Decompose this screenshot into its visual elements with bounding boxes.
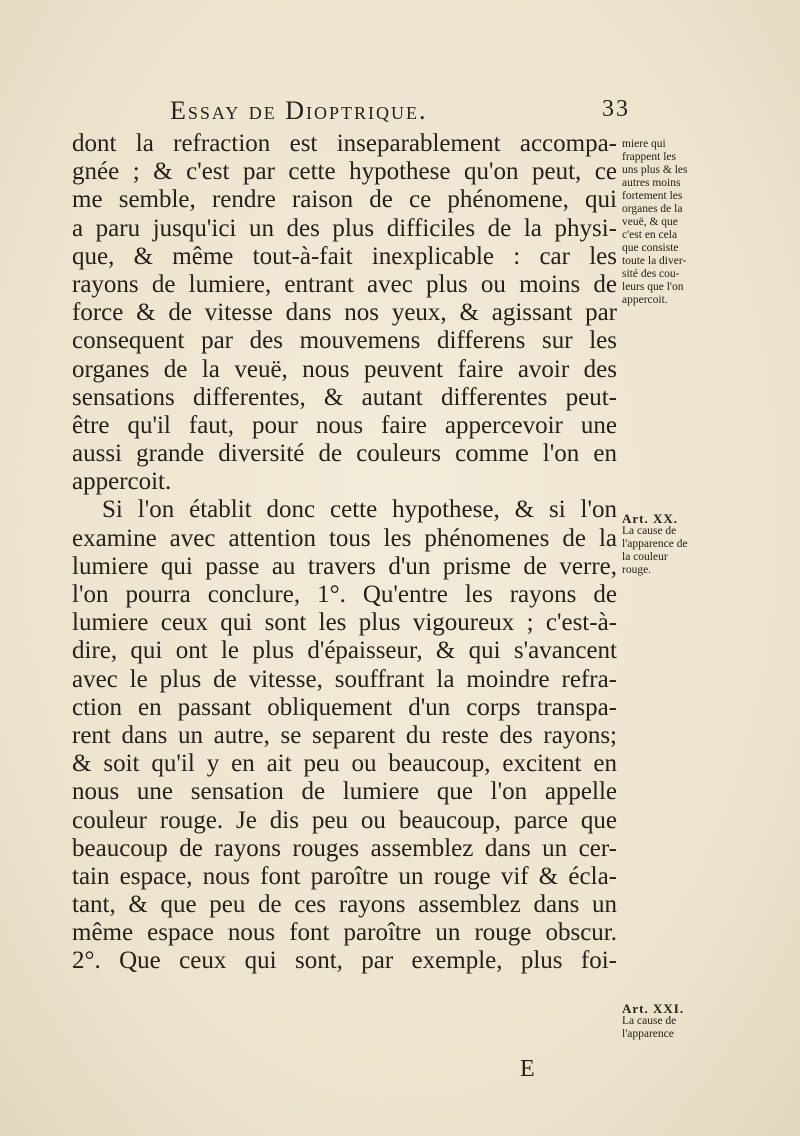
text-line: rent dans un autre, se separent du reste des rayons; (72, 721, 617, 749)
text-line: nous une sensation de lumiere que l'on appelle (72, 778, 617, 806)
text-line: 2°. Que ceux qui sont, par exemple, plus foi- (72, 947, 617, 975)
note-line: La cause de (622, 525, 677, 537)
text-line: & soit qu'il y en ait peu ou beaucoup, excitent en (72, 750, 617, 778)
note-line: La cause de (622, 1015, 677, 1027)
text-line: l'on pourra conclure, 1°. Qu'entre les rayons de (72, 581, 617, 608)
note-line: l'apparence (622, 1028, 674, 1040)
text-line: dont la refraction est inseparablement accompa- (72, 130, 617, 157)
margin-note-color-diversity (622, 138, 730, 307)
note-line: fortement les (622, 190, 683, 202)
text-line: organes de la veuë, nous peuvent faire avoir des (72, 355, 617, 383)
text-line: ction en passant obliquement d'un corps transpa- (72, 693, 617, 721)
text-line: même espace nous font paroître un rouge obscur. (72, 919, 617, 947)
margin-note-art-xxi (622, 1002, 730, 1041)
text-line: dire, qui ont le plus d'épaisseur, & qui s'avancent (72, 637, 617, 665)
running-header (170, 96, 630, 126)
body-text (72, 130, 617, 976)
note-line: c'est en cela (622, 229, 678, 241)
article-heading: Art. XX. (622, 511, 679, 526)
text-line: Si l'on établit donc cette hypothese, & si l'on (102, 496, 617, 524)
text-line: consequent par des mouvemens differens sur les (72, 327, 617, 355)
text-line: que, & même tout-à-fait inexplicable : car les (72, 242, 617, 270)
note-line: autres moins (622, 177, 681, 189)
note-line: uns plus & les (622, 164, 688, 176)
note-line: veuë, & que (622, 216, 678, 228)
text-line: appercoit. (72, 468, 172, 496)
text-line: tain espace, nous font paroître un rouge vif & écla- (72, 862, 617, 890)
margin-note-art-xx (622, 512, 730, 577)
note-line: appercoit. (622, 294, 668, 306)
note-line: sité des cou- (622, 268, 680, 280)
text-line: sensations differentes, & autant differentes peut- (72, 383, 617, 411)
note-line: toute la diver- (622, 255, 687, 267)
text-line: gnée ; & c'est par cette hypothese qu'on peut, ce (72, 158, 617, 186)
text-line: être qu'il faut, pour nous faire appercevoir une (72, 411, 617, 439)
text-line: aussi grande diversité de couleurs comme l'on en (72, 440, 617, 468)
note-line: frappent les (622, 151, 676, 163)
text-line: lumiere qui passe au travers d'un prisme de verre, (72, 552, 617, 580)
text-line: a paru jusqu'ici un des plus difficiles de la physi- (72, 214, 617, 242)
note-line: que consiste (622, 242, 679, 254)
text-line: rayons de lumiere, entrant avec plus ou moins de (72, 270, 617, 298)
text-line: examine avec attention tous les phénomenes de la (72, 524, 617, 552)
article-heading: Art. XXI. (622, 1001, 685, 1016)
running-title: Essay de Dioptrique. (170, 96, 428, 125)
text-line: couleur rouge. Je dis peu ou beaucoup, parce que (72, 806, 617, 834)
note-line: l'apparence de (622, 538, 688, 550)
text-line: avec le plus de vitesse, souffrant la moindre refra- (72, 665, 617, 693)
text-line: me semble, rendre raison de ce phénomene, qui (72, 186, 617, 214)
signature-mark: E (520, 1056, 535, 1082)
note-line: la couleur (622, 551, 668, 563)
note-line: organes de la (622, 203, 683, 215)
text-line: beaucoup de rayons rouges assemblez dans un cer- (72, 834, 617, 862)
text-line: force & de vitesse dans nos yeux, & agissant par (72, 299, 617, 327)
note-line: rouge. (622, 564, 652, 576)
page-number: 33 (602, 96, 630, 122)
note-line: leurs que l'on (622, 281, 684, 293)
text-line: tant, & que peu de ces rayons assemblez dans un (72, 891, 617, 919)
note-line: miere qui (622, 138, 666, 150)
text-line: lumiere ceux qui sont les plus vigoureux ; c'est-à- (72, 609, 617, 637)
